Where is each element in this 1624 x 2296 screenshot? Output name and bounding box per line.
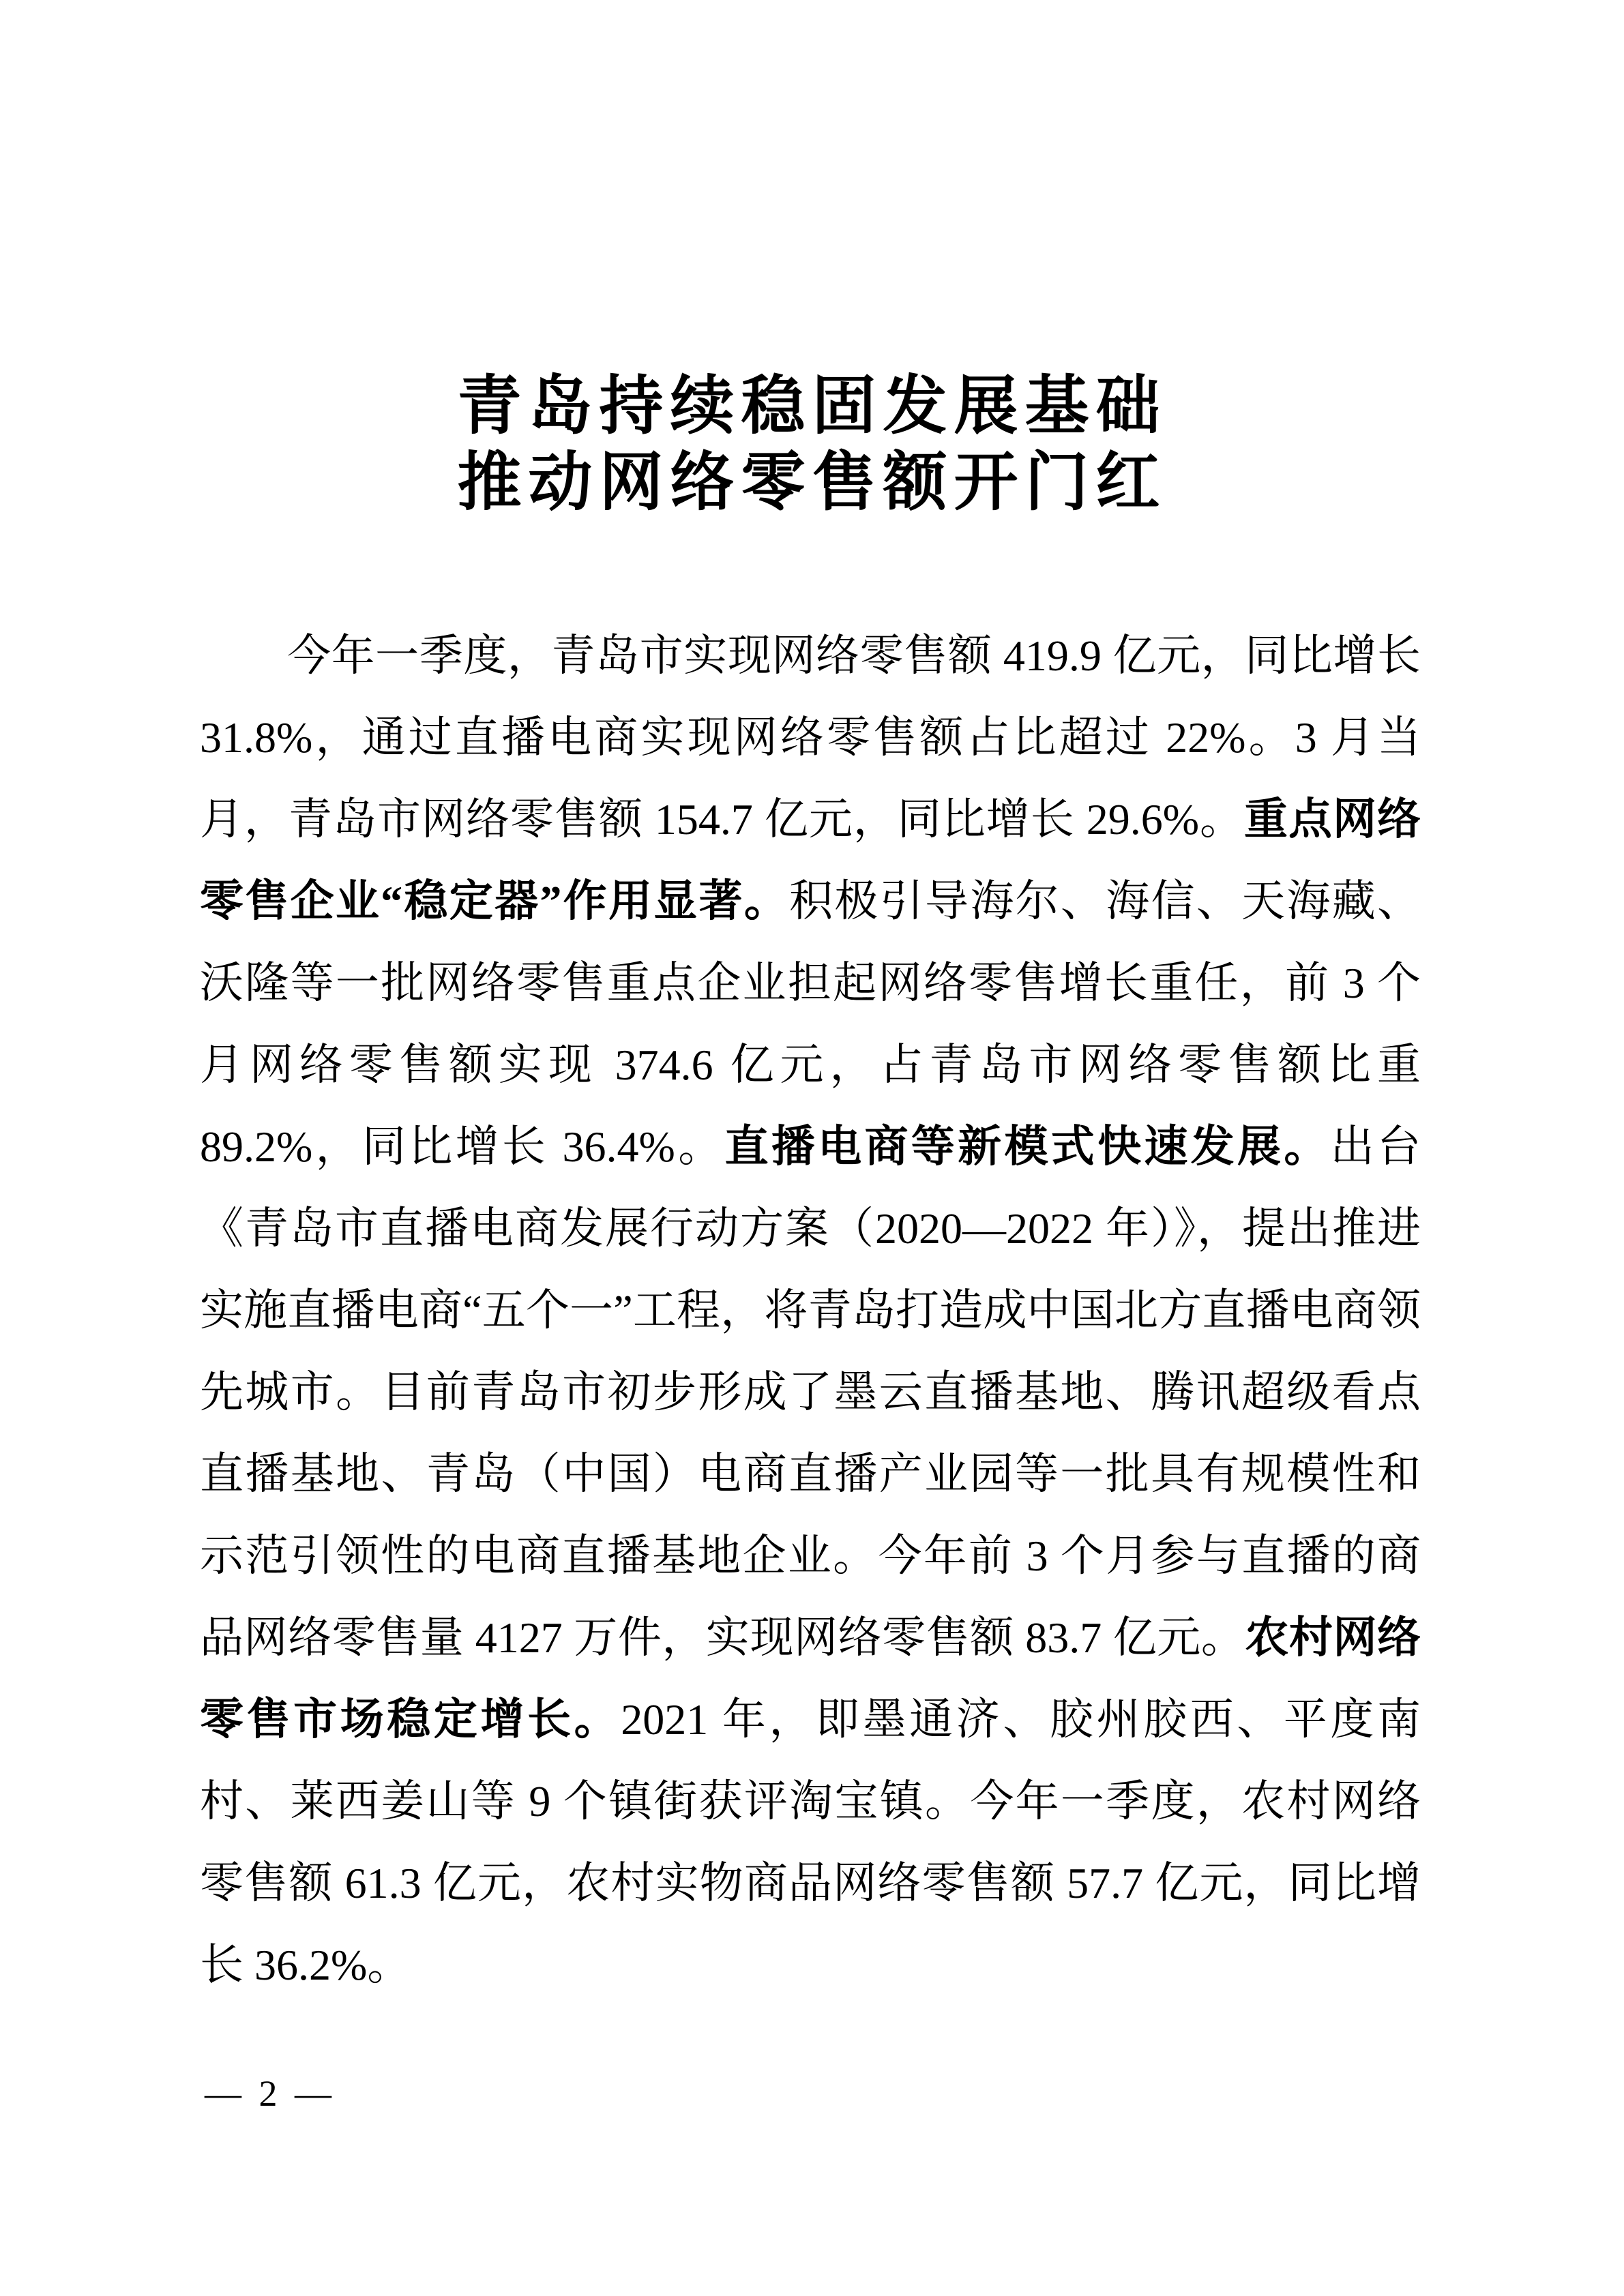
document-title-line1: 青岛持续稳固发展基础 <box>457 371 1167 442</box>
document-body <box>200 615 1421 2006</box>
document-title-line2: 推动网络零售额开门红 <box>457 447 1167 518</box>
document-title <box>0 368 1624 521</box>
body-run: 积极引导海尔、海信、天海藏、沃隆等一批网络零售重点企业担起网络零售增长重任，前 3 个月网络零售额实现 374.6 亿元，占青岛市网络零售额比重 89.2%，同比增长 36.4%。 <box>200 877 1421 1171</box>
body-run-bold: 重点网络零售企业“稳定器”作用显著。 <box>200 795 1421 925</box>
body-run: 出台《青岛市直播电商发展行动方案（2020—2022 年）》，提出推进实施直播电商“五个一”工程，将青岛打造成中国北方直播电商领先城市。目前青岛市初步形成了墨云直播基地、腾讯超级看点直播基地、青岛（中国）电商直播产业园等一批具有规模性和示范引领性的电商直播基地企业。今年前 3 个月参与直播的商品网络零售量 4127 万件，实现网络零售额 83.7 亿元。 <box>200 1122 1421 1662</box>
body-paragraph <box>200 615 1421 2006</box>
body-run: 今年一季度，青岛市实现网络零售额 419.9 亿元，同比增长 31.8%，通过直播电商实现网络零售额占比超过 22%。3 月当月，青岛市网络零售额 154.7 亿元，同比增长 29.6%。 <box>200 631 1421 844</box>
page-number: — 2 — <box>205 2073 336 2114</box>
body-run-bold: 直播电商等新模式快速发展。 <box>724 1122 1331 1171</box>
body-run-bold: 农村网络零售市场稳定增长。 <box>200 1613 1421 1744</box>
body-run: 2021 年，即墨通济、胶州胶西、平度南村、莱西姜山等 9 个镇街获评淘宝镇。今年一季度，农村网络零售额 61.3 亿元，农村实物商品网络零售额 57.7 亿元，同比增长 36.2%。 <box>200 1695 1421 1989</box>
